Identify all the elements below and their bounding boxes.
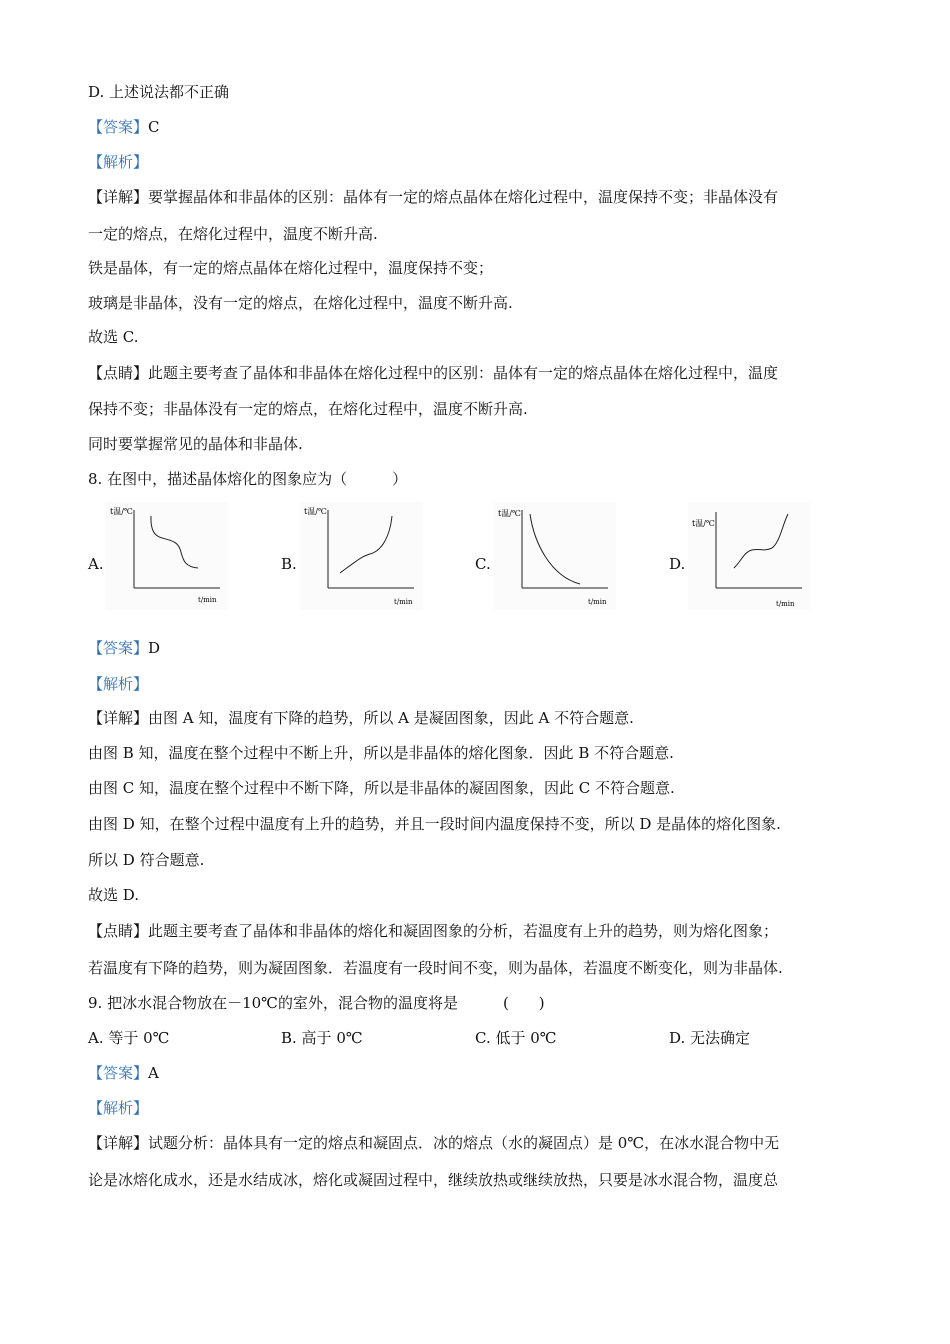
q8-analysis-line [88,674,148,694]
y-axis-label: t温/℃ [304,507,327,516]
q9-analysis-line [88,1098,148,1118]
x-axis-label: t/min [198,596,217,604]
y-axis-label: t温/℃ [692,519,715,528]
comment-tag: 【点睛】 [88,922,149,940]
q8-answer: D [148,639,161,657]
q7-comment-text-1: 此题主要考查了晶体和非晶体在熔化过程中的区别：晶体有一定的熔点晶体在熔化过程中，温度 [148,364,779,382]
q8-comment-text-1: 此题主要考查了晶体和非晶体的熔化和凝固图象的分析，若温度有上升的趋势，则为熔化图象； [148,922,779,940]
q8-stem: 8. 在图中，描述晶体熔化的图象应为（ ） [88,470,408,488]
q7-detail-line-2: 一定的熔点，在熔化过程中，温度不断升高. [88,225,378,243]
curve-d [734,514,788,568]
detail-tag: 【详解】 [88,1134,149,1152]
q8-comment-line-1 [88,921,778,941]
q7-detail-line-1 [88,187,778,207]
q9-option-d: D. 无法确定 [669,1029,751,1047]
q8-detail-line-3: 由图 C 知，温度在整个过程中不断下降，所以是非晶体的凝固图象，因此 C 不符合题意. [88,779,675,797]
q8-detail-line-2: 由图 B 知，温度在整个过程中不断上升，所以是非晶体的熔化图象．因此 B 不符合题意. [88,744,674,762]
q8-detail-text-1: 由图 A 知，温度有下降的趋势，所以 A 是凝固图象，因此 A 不符合题意. [148,709,634,727]
answer-tag: 【答案】 [88,118,149,136]
comment-tag: 【点睛】 [88,364,149,382]
q8-option-b-label: B. [281,555,297,573]
q8-detail-line-6: 故选 D. [88,886,140,904]
q7-detail-text-1: 要掌握晶体和非晶体的区别：晶体有一定的熔点晶体在熔化过程中，温度保持不变；非晶体没有 [148,188,779,206]
q9-answer-line [88,1063,159,1083]
q8-answer-line [88,638,160,658]
q7-detail-line-5: 故选 C. [88,328,139,346]
curve-c [530,514,580,584]
q9-detail-line-1 [88,1133,779,1153]
q8-graph-a [106,502,228,610]
q8-detail-line-1 [88,708,634,728]
y-axis-label: t温/℃ [498,509,521,518]
q9-detail-text-1: 试题分析：晶体具有一定的熔点和凝固点．冰的熔点（水的凝固点）是 0℃，在冰水混合物中无 [148,1134,780,1152]
analysis-tag: 【解析】 [88,675,149,693]
q8-graph-b [300,502,422,610]
detail-tag: 【详解】 [88,709,149,727]
detail-tag: 【详解】 [88,188,149,206]
q9-option-a: A. 等于 0℃ [88,1029,170,1047]
q8-option-a-label: A. [88,555,104,573]
q7-comment-line-2: 保持不变；非晶体没有一定的熔点，在熔化过程中，温度不断升高. [88,400,528,418]
answer-tag: 【答案】 [88,639,149,657]
x-axis-label: t/min [588,598,607,606]
x-axis-label: t/min [776,600,795,608]
q7-detail-line-4: 玻璃是非晶体，没有一定的熔点，在熔化过程中，温度不断升高. [88,294,513,312]
x-axis-label: t/min [394,598,413,606]
q7-comment-line-3: 同时要掌握常见的晶体和非晶体. [88,435,303,453]
q9-option-b: B. 高于 0℃ [281,1029,363,1047]
q7-answer: C [148,118,160,136]
q7-option-d: D. 上述说法都不正确 [88,83,230,101]
q9-stem: 9. 把冰水混合物放在－10℃的室外，混合物的温度将是 ( ) [88,994,545,1012]
analysis-tag: 【解析】 [88,153,149,171]
curve-a [151,516,198,568]
analysis-tag: 【解析】 [88,1099,149,1117]
q7-answer-line [88,117,160,137]
q7-detail-line-3: 铁是晶体，有一定的熔点晶体在熔化过程中，温度保持不变； [88,259,494,277]
curve-b [340,516,392,573]
answer-tag: 【答案】 [88,1064,149,1082]
q8-graph-d [688,502,810,610]
q9-detail-line-2: 论是冰熔化成水，还是水结成冰，熔化或凝固过程中，继续放热或继续放热，只要是冰水混合物，温度总 [88,1171,779,1189]
y-axis-label: t温/℃ [110,507,133,516]
q8-option-d-label: D. [669,555,686,573]
q9-answer: A [148,1064,159,1082]
q8-detail-line-5: 所以 D 符合题意. [88,851,205,869]
q8-graph-c [494,502,616,610]
q9-option-c: C. 低于 0℃ [475,1029,557,1047]
q8-comment-line-2: 若温度有下降的趋势，则为凝固图象．若温度有一段时间不变，则为晶体，若温度不断变化，则为非晶体. [88,959,783,977]
q7-analysis-line [88,152,148,172]
q8-option-c-label: C. [475,555,491,573]
q7-comment-line-1 [88,363,778,383]
q8-detail-line-4: 由图 D 知，在整个过程中温度有上升的趋势，并且一段时间内温度保持不变，所以 D 是晶体的熔化图象. [88,815,781,833]
